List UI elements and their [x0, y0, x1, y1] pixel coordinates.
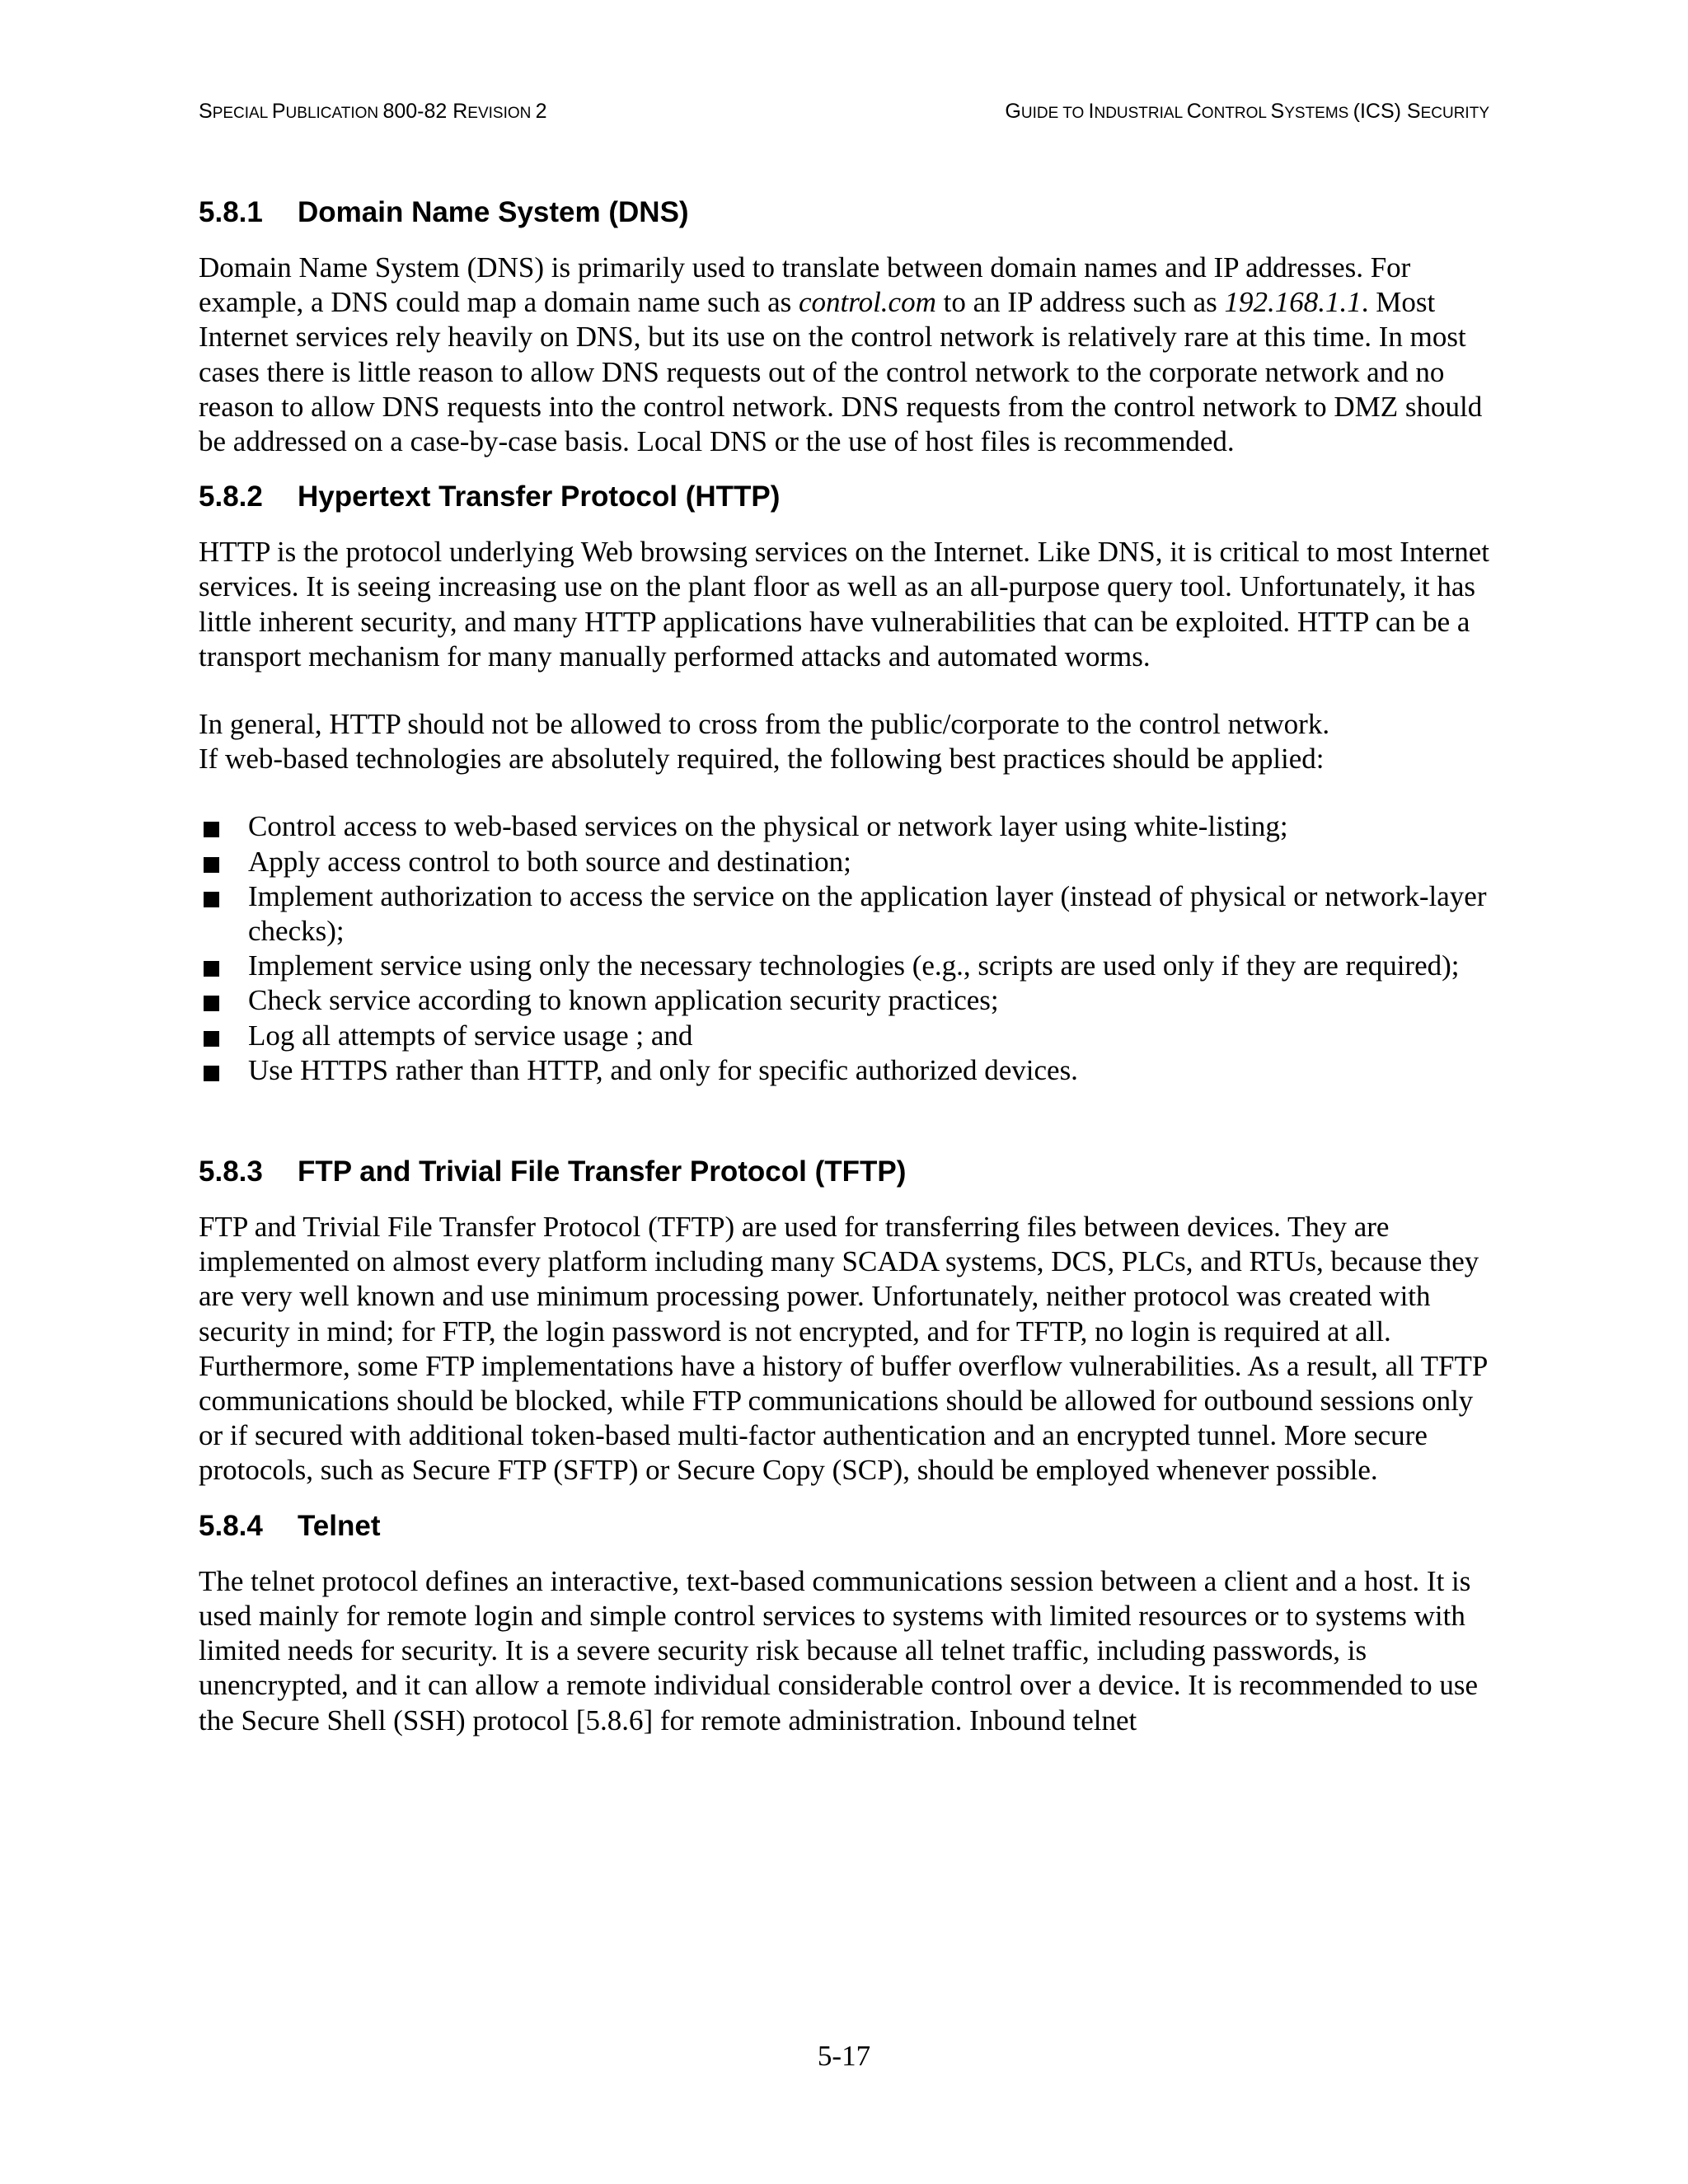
section-heading-http: 5.8.2 Hypertext Transfer Protocol (HTTP) — [199, 480, 781, 513]
section-heading-dns: 5.8.1 Domain Name System (DNS) — [199, 196, 689, 228]
list-item: Log all attempts of service usage ; and — [199, 1019, 1493, 1053]
example-domain: control.com — [799, 286, 936, 319]
page-body — [199, 194, 1493, 1738]
http-paragraph-1: HTTP is the protocol underlying Web browsing services on the Internet. Like DNS, it is critical to most Internet services. It is seeing increasing use on the plant floor as well as an all-purpose query tool. Unfortunately, it has little inherent security, and many HTTP applications have vulnerabilities that can be exploited. HTTP can be a transport mechanism for many manually performed attacks and automated worms. — [199, 536, 1490, 673]
list-item: Implement service using only the necessary technologies (e.g., scripts are used only if they are required); — [199, 949, 1493, 983]
square-bullet-icon — [204, 1066, 219, 1081]
square-bullet-icon — [204, 1031, 219, 1047]
list-item: Apply access control to both source and destination; — [199, 845, 1493, 879]
list-item: Control access to web-based services on the physical or network layer using white-listing; — [199, 809, 1493, 844]
dns-paragraph: Domain Name System (DNS) is primarily used to translate between domain names and IP addresses. For example, a DNS could map a domain name such as control.com to an IP address such as 192.168.1.1. Most Internet services rely heavily on DNS, but its use on the control network is relatively rare at this time. In most cases there is little reason to allow DNS requests out of the control network to the corporate network and no reason to allow DNS requests into the control network. DNS requests from the control network to DMZ should be addressed on a case-by-case basis. Local DNS or the use of host files is recommended. — [199, 251, 1483, 458]
list-item: Use HTTPS rather than HTTP, and only for specific authorized devices. — [199, 1053, 1493, 1088]
section-heading-ftp: 5.8.3 FTP and Trivial File Transfer Protocol (TFTP) — [199, 1155, 907, 1188]
running-header — [199, 100, 1489, 124]
page-number: 5-17 — [817, 2040, 871, 2072]
example-ip: 192.168.1.1 — [1224, 286, 1362, 319]
header-guide-title: GUIDE TO INDUSTRIAL CONTROL SYSTEMS (ICS) SECURITY — [1005, 100, 1489, 123]
square-bullet-icon — [204, 961, 219, 977]
header-publication: SPECIAL PUBLICATION 800-82 REVISION 2 — [199, 100, 547, 123]
square-bullet-icon — [204, 892, 219, 907]
http-paragraph-2: In general, HTTP should not be allowed to cross from the public/corporate to the control network. If web-based technologies are absolutely required, the following best practices should be applied: — [199, 708, 1330, 776]
section-heading-telnet: 5.8.4 Telnet — [199, 1509, 381, 1542]
list-item: Implement authorization to access the service on the application layer (instead of physical or network-layer checks); — [199, 879, 1493, 949]
square-bullet-icon — [204, 857, 219, 873]
ftp-paragraph: FTP and Trivial File Transfer Protocol (TFTP) are used for transferring files between devices. They are implemented on almost every platform including many SCADA systems, DCS, PLCs, and RTUs, because they are very well known and use minimum processing power. Unfortunately, neither protocol was created with security in mind; for FTP, the login password is not encrypted, and for TFTP, no login is required at all. Furthermore, some FTP implementations have a history of buffer overflow vulnerabilities. As a result, all TFTP communications should be blocked, while FTP communications should be allowed for outbound sessions only or if secured with additional token-based multi-factor authentication and an encrypted tunnel. More secure protocols, such as Secure FTP (SFTP) or Secure Copy (SCP), should be employed whenever possible. — [199, 1211, 1488, 1487]
http-best-practices-list — [199, 809, 1493, 1088]
square-bullet-icon — [204, 996, 219, 1011]
telnet-paragraph: The telnet protocol defines an interactive, text-based communications session between a client and a host. It is used mainly for remote login and simple control services to systems with limited resources or to systems with limited needs for security. It is a severe security risk because all telnet traffic, including passwords, is unencrypted, and it can allow a remote individual considerable control over a device. It is recommended to use the Secure Shell (SSH) protocol [5.8.6] for remote administration. Inbound telnet — [199, 1564, 1479, 1736]
square-bullet-icon — [204, 822, 219, 837]
list-item: Check service according to known application security practices; — [199, 983, 1493, 1018]
